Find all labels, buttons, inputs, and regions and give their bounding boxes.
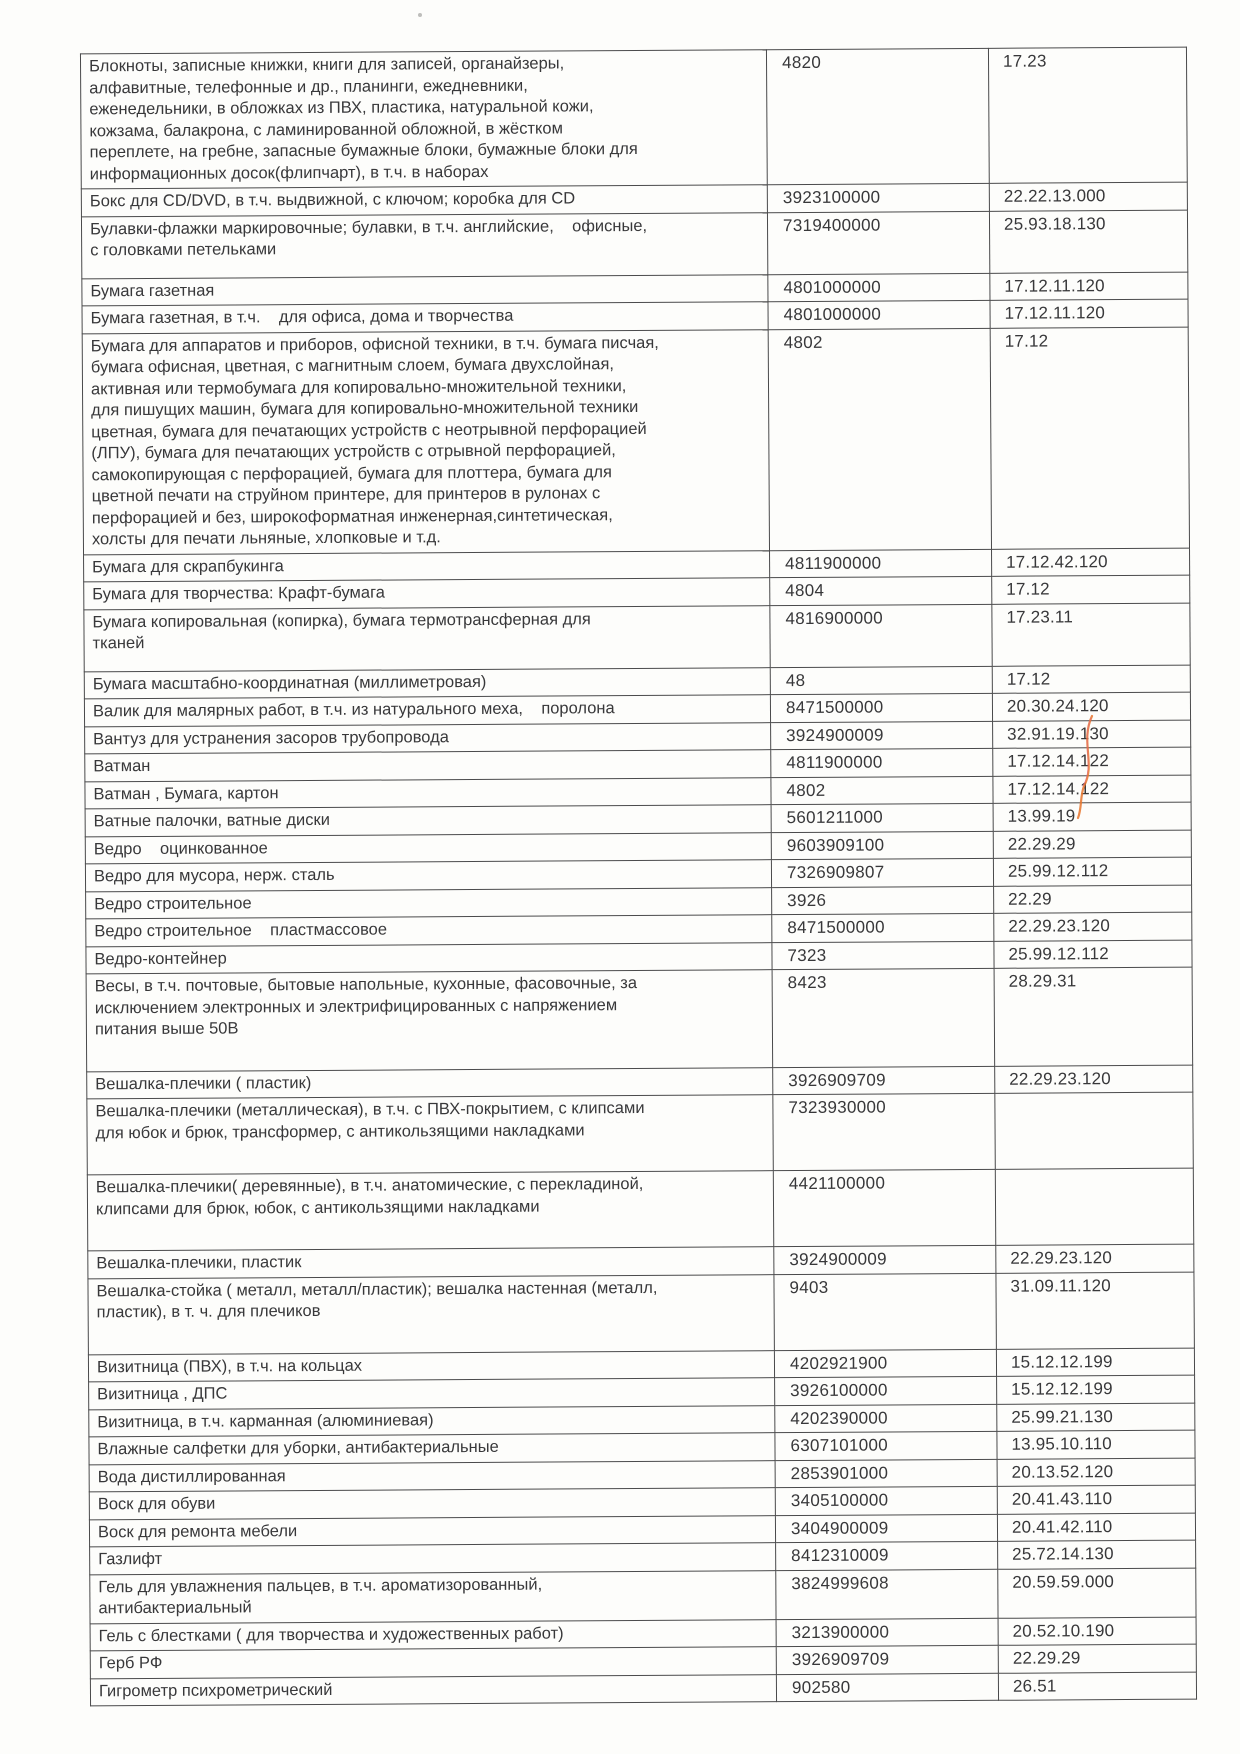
- product-name-cell: Гигрометр психрометрический: [90, 1674, 776, 1706]
- product-name-cell: Ведро строительное: [86, 887, 772, 919]
- table-row: [84, 603, 1190, 672]
- customs-code-cell: 3924900009: [774, 1245, 996, 1274]
- customs-code-cell: 3923100000: [767, 183, 989, 212]
- customs-code-cell: 4816900000: [770, 604, 992, 667]
- product-name-cell: Вешалка-стойка ( металл, металл/пластик); вешалка настенная (металл, пластик), в т. ч. для плечиков: [88, 1274, 774, 1354]
- product-name-cell: Ватман , Бумага, картон: [85, 777, 771, 809]
- product-type-code-cell: 20.13.52.120: [997, 1458, 1195, 1487]
- product-type-code-cell: 20.30.24.120: [992, 692, 1190, 721]
- product-name-cell: Вешалка-плечики( деревянные), в т.ч. анатомические, с перекладиной, клипсами для брюк, юбок, с антикользящими накладками: [87, 1171, 773, 1251]
- product-name-cell: Ватман: [85, 750, 771, 782]
- customs-code-cell: 4202921900: [774, 1349, 996, 1378]
- product-name-cell: Бумага копировальная (копирка), бумага термотрансферная для тканей: [84, 605, 770, 671]
- product-type-code-cell: 25.99.12.112: [994, 940, 1192, 969]
- product-type-code-cell: 17.12: [990, 327, 1189, 549]
- table-area: [80, 47, 1196, 1707]
- product-name-cell: Визитница (ПВХ), в т.ч. на кольцах: [88, 1350, 774, 1382]
- customs-code-cell: 4801000000: [768, 273, 990, 302]
- product-type-code-cell: 20.41.43.110: [997, 1485, 1195, 1514]
- product-type-code-cell: 17.12.11.120: [990, 272, 1188, 301]
- product-name-cell: Вешалка-плечики ( пластик): [87, 1067, 773, 1099]
- product-type-code-cell: 22.29.29: [998, 1644, 1196, 1673]
- goods-codes-table: [80, 47, 1197, 1707]
- product-type-code-cell: 25.99.21.130: [997, 1403, 1195, 1432]
- table-row: [82, 327, 1189, 555]
- product-name-cell: Вода дистиллированная: [89, 1460, 775, 1492]
- customs-code-cell: 3404900009: [775, 1514, 997, 1543]
- product-type-code-cell: 17.23: [988, 47, 1187, 183]
- customs-code-cell: 7326909807: [771, 858, 993, 887]
- customs-code-cell: 4802: [771, 776, 993, 805]
- product-name-cell: Булавки-флажки маркировочные; булавки, в т.ч. английские, офисные, с головками петельками: [81, 212, 767, 278]
- product-name-cell: Бумага для скрапбукинга: [84, 550, 770, 582]
- product-type-code-cell: 20.41.42.110: [997, 1513, 1195, 1542]
- customs-code-cell: 4801000000: [768, 300, 990, 329]
- product-type-code-cell: 26.51: [998, 1672, 1196, 1701]
- product-name-cell: Бумага масштабно-координатная (миллиметровая): [84, 667, 770, 699]
- customs-code-cell: 3213900000: [776, 1618, 998, 1647]
- customs-code-cell: 902580: [776, 1673, 998, 1702]
- table-row: [88, 1272, 1194, 1355]
- product-type-code-cell: 20.52.10.190: [998, 1617, 1196, 1646]
- customs-code-cell: 4802: [768, 328, 991, 550]
- customs-code-cell: 9603909100: [771, 831, 993, 860]
- customs-code-cell: 3824999608: [776, 1569, 998, 1619]
- product-type-code-cell: [995, 1168, 1193, 1245]
- product-type-code-cell: 17.12.11.120: [990, 299, 1188, 328]
- table-row: [87, 1168, 1193, 1251]
- customs-code-cell: 7323930000: [773, 1093, 995, 1170]
- product-type-code-cell: 25.93.18.130: [989, 210, 1187, 273]
- product-name-cell: Гель для увлажнения пальцев, в т.ч. ароматизорованный, антибактериальный: [90, 1570, 776, 1623]
- product-type-code-cell: 17.12: [992, 665, 1190, 694]
- product-type-code-cell: 13.99.19: [993, 802, 1191, 831]
- table-row: [81, 210, 1187, 279]
- product-type-code-cell: 32.91.19.130: [993, 720, 1191, 749]
- product-type-code-cell: 17.12: [992, 575, 1190, 604]
- customs-code-cell: 4202390000: [775, 1404, 997, 1433]
- customs-code-cell: 3924900009: [771, 721, 993, 750]
- product-name-cell: Гель с блестками ( для творчества и художественных работ): [90, 1619, 776, 1651]
- product-name-cell: Бумага газетная, в т.ч. для офиса, дома и творчества: [82, 302, 768, 334]
- product-name-cell: Бокс для CD/DVD, в т.ч. выдвижной, с ключом; коробка для CD: [81, 185, 767, 217]
- customs-code-cell: 48: [770, 666, 992, 695]
- table-row: [87, 1092, 1193, 1175]
- customs-code-cell: 3405100000: [775, 1486, 997, 1515]
- product-type-code-cell: 22.29.29: [993, 830, 1191, 859]
- product-type-code-cell: 20.59.59.000: [998, 1568, 1196, 1618]
- customs-code-cell: 9403: [774, 1273, 996, 1350]
- customs-code-cell: 6307101000: [775, 1431, 997, 1460]
- product-name-cell: Бумага газетная: [82, 274, 768, 306]
- product-type-code-cell: 17.12.14.122: [993, 747, 1191, 776]
- product-type-code-cell: 31.09.11.120: [996, 1272, 1194, 1349]
- product-name-cell: Ведро строительное пластмассовое: [86, 915, 772, 947]
- product-name-cell: Вантуз для устранения засоров трубопровода: [85, 722, 771, 754]
- table-row: [86, 967, 1193, 1071]
- product-type-code-cell: 15.12.12.199: [996, 1348, 1194, 1377]
- customs-code-cell: 2853901000: [775, 1459, 997, 1488]
- customs-code-cell: 4811900000: [771, 748, 993, 777]
- product-name-cell: Ведро для мусора, нерж. сталь: [85, 860, 771, 892]
- customs-code-cell: 3926909709: [776, 1645, 998, 1674]
- table-row: [80, 47, 1187, 189]
- customs-code-cell: 7319400000: [767, 211, 989, 274]
- customs-code-cell: 8471500000: [772, 913, 994, 942]
- product-name-cell: Влажные салфетки для уборки, антибактериальные: [89, 1433, 775, 1465]
- product-type-code-cell: 25.99.12.112: [993, 857, 1191, 886]
- product-name-cell: Газлифт: [90, 1543, 776, 1575]
- product-name-cell: Ведро оцинкованное: [85, 832, 771, 864]
- product-type-code-cell: 17.23.11: [992, 603, 1190, 666]
- product-type-code-cell: 28.29.31: [994, 967, 1193, 1066]
- scan-speck: [418, 13, 422, 17]
- product-name-cell: Блокноты, записные книжки, книги для записей, органайзеры, алфавитные, телефонные и др., планинги, ежедневники, еженедельники, в обложках из ПВХ, пластика, натуральной кожи, кожзама, балакрона, с ламинированной обложной, в жёстком переплете, на гребне, запасные бумажные блоки, бумажные блоки для информационных досок(флипчарт), в т.ч. в наборах: [80, 50, 767, 189]
- product-type-code-cell: 25.72.14.130: [998, 1540, 1196, 1569]
- table-row: [90, 1672, 1196, 1706]
- product-type-code-cell: 22.29.23.120: [996, 1244, 1194, 1273]
- customs-code-cell: 4421100000: [773, 1169, 995, 1246]
- product-type-code-cell: 15.12.12.199: [997, 1375, 1195, 1404]
- product-name-cell: Герб РФ: [90, 1647, 776, 1679]
- customs-code-cell: 3926909709: [773, 1066, 995, 1095]
- product-name-cell: Бумага для аппаратов и приборов, офисной техники, в т.ч. бумага писчая, бумага офисная, цветная, с магнитным слоем, бумага двухслойная, активная или термобумага для копировально-множительной техники, для пишущих машин, бумага для копировально-множительной техники цветная, бумага для печатающих устройств с неотрывной перфорацией (ЛПУ), бумага для печатающих устройств с отрывной перфорацией, самокопирующая с перфорацией, бумага для плоттера, бумага для цветной печати на струйном принтере, для принтеров в рулонах с перфорацией и без, широкоформатная инженерная,синтетическая, холсты для печати льняные, хлопковые и т.д.: [82, 329, 769, 554]
- product-name-cell: Воск для ремонта мебели: [89, 1515, 775, 1547]
- customs-code-cell: 8412310009: [776, 1541, 998, 1570]
- product-type-code-cell: 22.29: [994, 885, 1192, 914]
- product-name-cell: Вешалка-плечики (металлическая), в т.ч. с ПВХ-покрытием, с клипсами для юбок и брюк, трансформер, с антикользящими накладками: [87, 1095, 773, 1175]
- customs-code-cell: 7323: [772, 941, 994, 970]
- product-type-code-cell: 22.29.23.120: [994, 912, 1192, 941]
- customs-code-cell: 8423: [772, 968, 995, 1067]
- table-row: [90, 1568, 1196, 1624]
- customs-code-cell: 4804: [770, 576, 992, 605]
- product-name-cell: Визитница , ДПС: [89, 1378, 775, 1410]
- customs-code-cell: 3926: [772, 886, 994, 915]
- product-name-cell: Воск для обуви: [89, 1488, 775, 1520]
- customs-code-cell: 3926100000: [775, 1376, 997, 1405]
- product-name-cell: Валик для малярных работ, в т.ч. из натурального меха, поролона: [84, 695, 770, 727]
- product-type-code-cell: 17.12.14.122: [993, 775, 1191, 804]
- product-type-code-cell: 22.22.13.000: [989, 182, 1187, 211]
- product-name-cell: Визитница, в т.ч. карманная (алюминиевая): [89, 1405, 775, 1437]
- product-type-code-cell: 22.29.23.120: [995, 1065, 1193, 1094]
- product-type-code-cell: [995, 1092, 1193, 1169]
- product-name-cell: Вешалка-плечики, пластик: [88, 1247, 774, 1279]
- product-name-cell: Весы, в т.ч. почтовые, бытовые напольные, кухонные, фасовочные, за исключением электронных и электрифицированных с напряжением питания выше 50В: [86, 970, 773, 1072]
- product-type-code-cell: 17.12.42.120: [992, 548, 1190, 577]
- product-name-cell: Ведро-контейнер: [86, 942, 772, 974]
- customs-code-cell: 5601211000: [771, 803, 993, 832]
- customs-code-cell: 4811900000: [770, 549, 992, 578]
- product-name-cell: Ватные палочки, ватные диски: [85, 805, 771, 837]
- customs-code-cell: 8471500000: [770, 693, 992, 722]
- customs-code-cell: 4820: [766, 48, 989, 184]
- product-type-code-cell: 13.95.10.110: [997, 1430, 1195, 1459]
- product-name-cell: Бумага для творчества: Крафт-бумага: [84, 578, 770, 610]
